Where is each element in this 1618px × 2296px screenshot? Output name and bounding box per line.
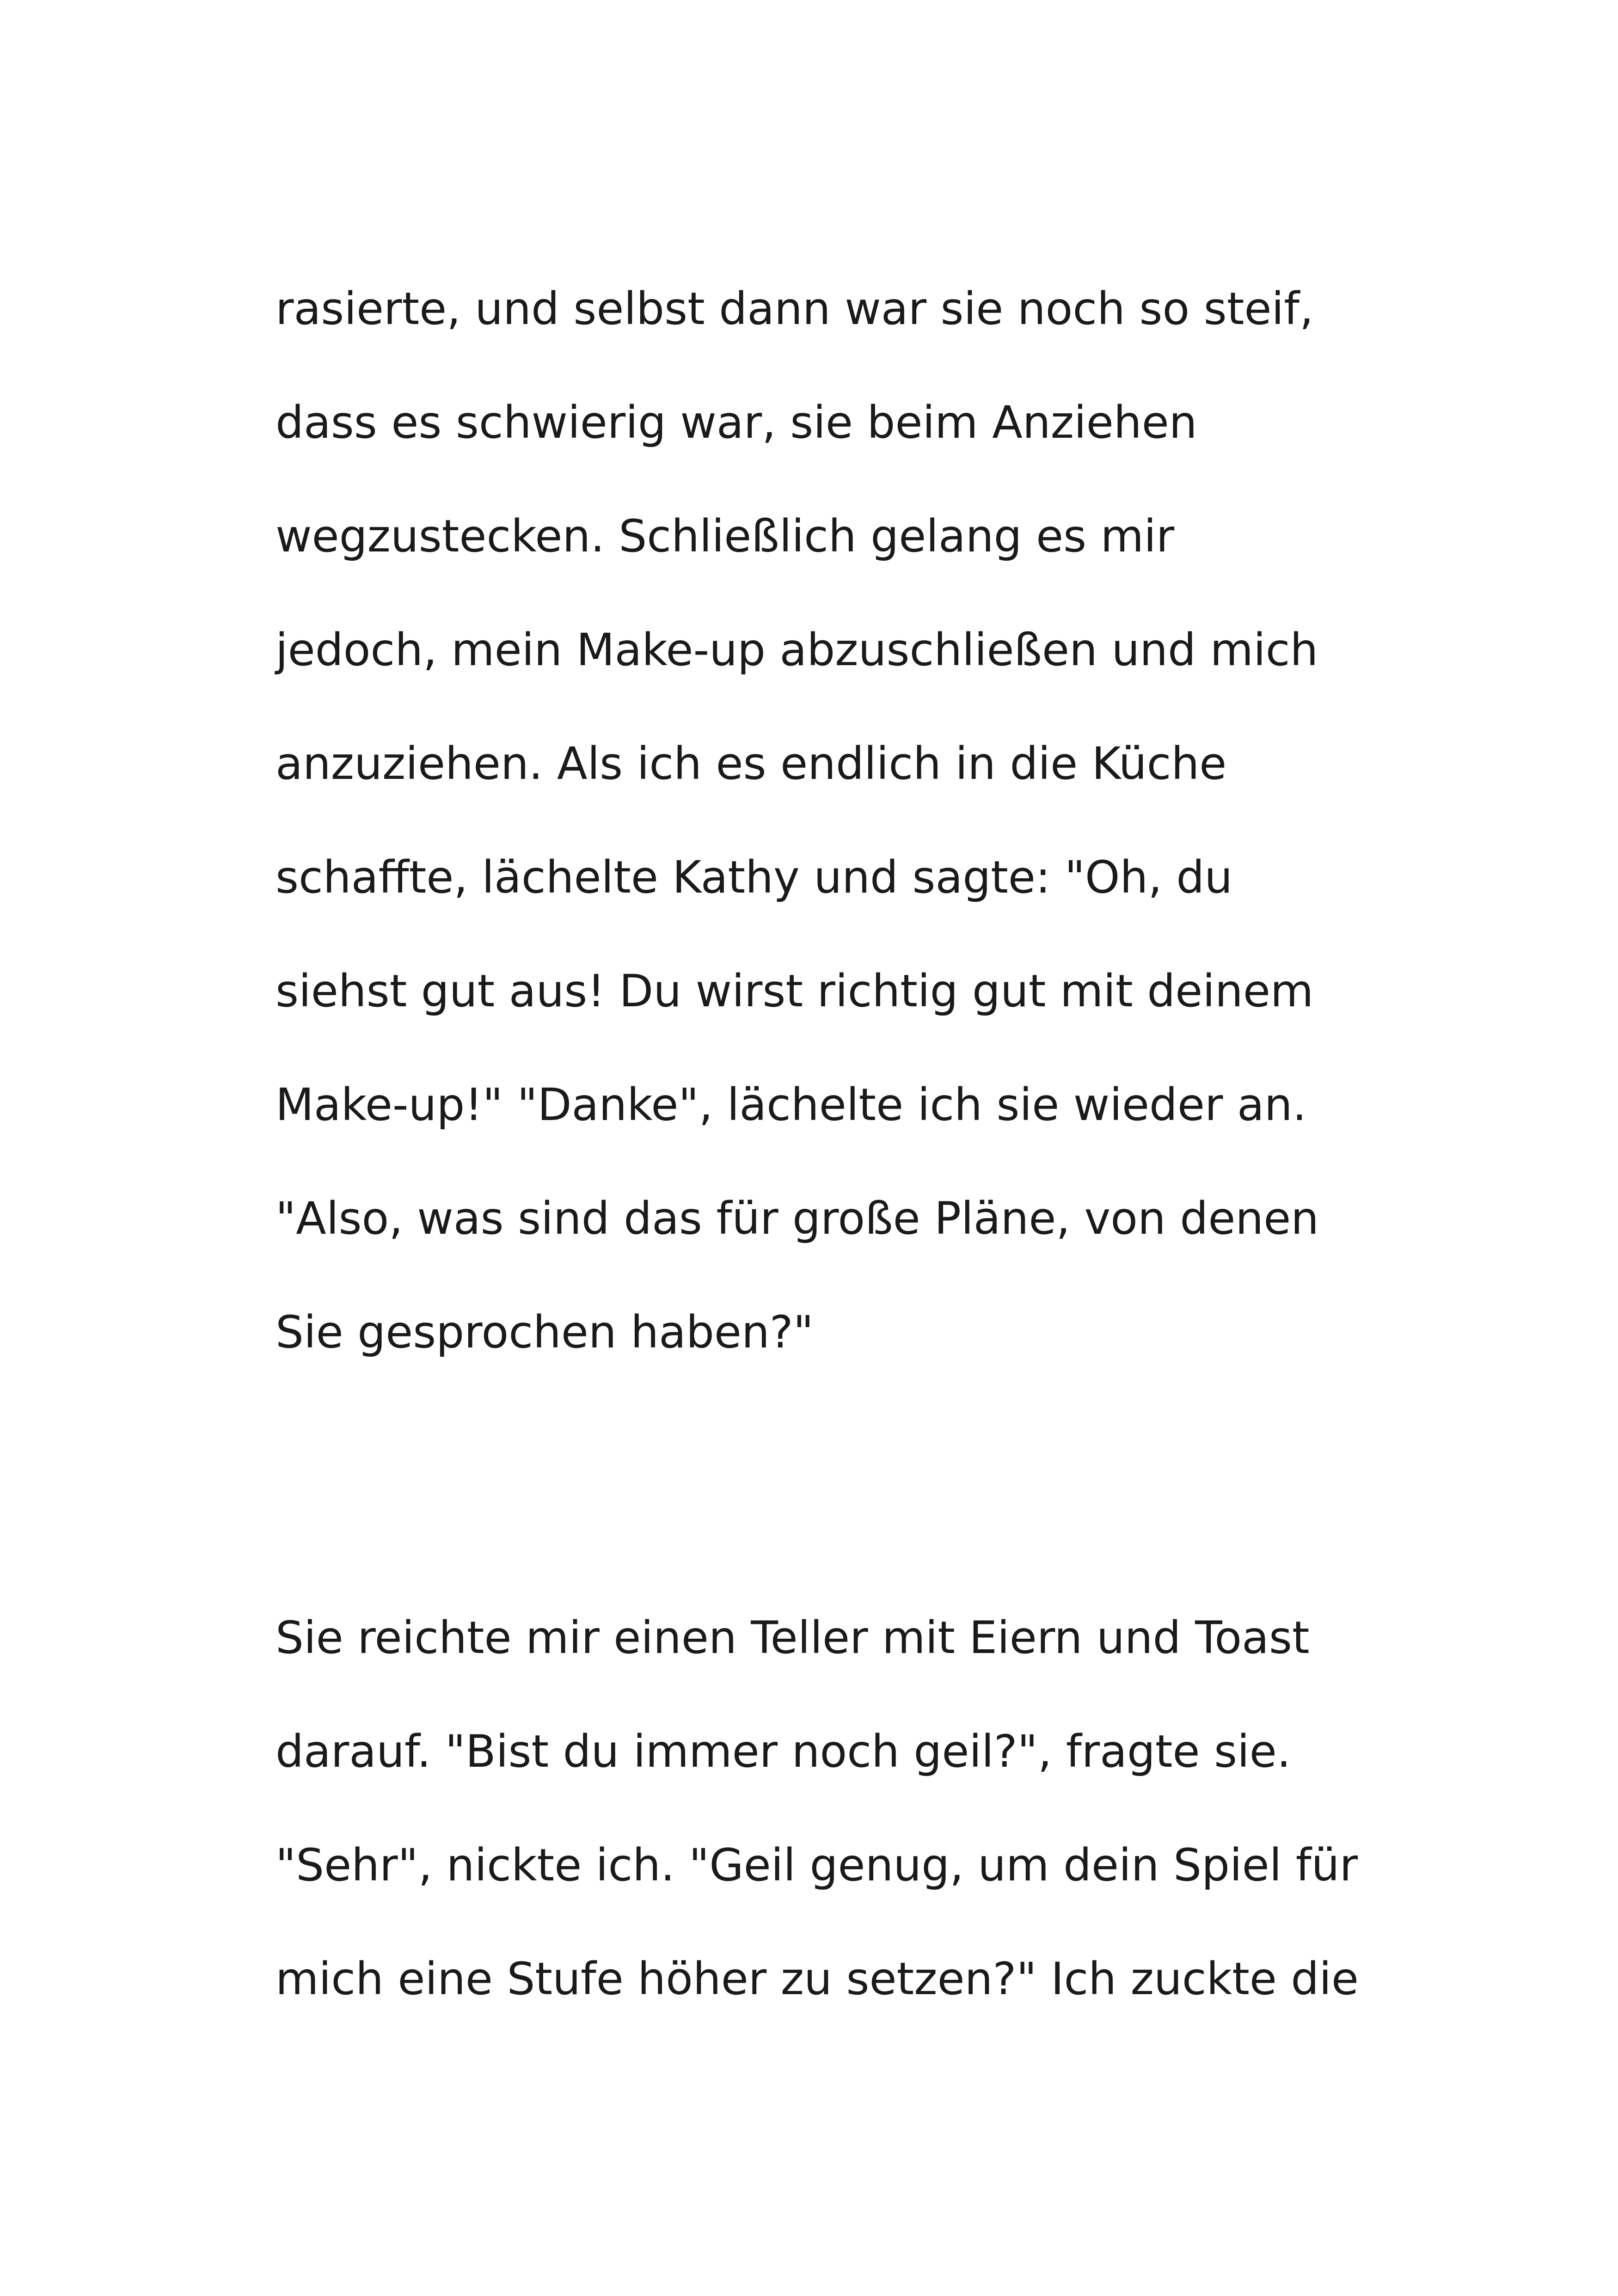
- paragraph-1: [276, 252, 1422, 1389]
- text-line: schaffte, lächelte Kathy und sagte: "Oh, du: [276, 851, 1233, 903]
- text-line: dass es schwierig war, sie beim Anziehen: [276, 397, 1197, 448]
- text-line: wegzustecken. Schließlich gelang es mir: [276, 510, 1175, 562]
- text-line: mich eine Stufe höher zu setzen?" Ich zuckte die: [276, 1953, 1359, 2005]
- text-line: Make-up!" "Danke", lächelte ich sie wieder an.: [276, 1079, 1307, 1131]
- text-line: siehst gut aus! Du wirst richtig gut mit deinem: [276, 965, 1314, 1017]
- text-line: "Also, was sind das für große Pläne, von denen: [276, 1193, 1319, 1244]
- text-line: "Sehr", nickte ich. "Geil genug, um dein Spiel für: [276, 1839, 1358, 1891]
- text-line: Sie gesprochen haben?": [276, 1306, 814, 1358]
- text-line: rasierte, und selbst dann war sie noch so steif,: [276, 283, 1314, 335]
- text-line: darauf. "Bist du immer noch geil?", fragte sie.: [276, 1726, 1291, 1777]
- text-line: Sie reichte mir einen Teller mit Eiern und Toast: [276, 1612, 1310, 1664]
- text-line: jedoch, mein Make-up abzuschließen und mich: [276, 624, 1318, 676]
- text-line: anzuziehen. Als ich es endlich in die Küche: [276, 738, 1227, 790]
- paragraph-2: [276, 1581, 1422, 2036]
